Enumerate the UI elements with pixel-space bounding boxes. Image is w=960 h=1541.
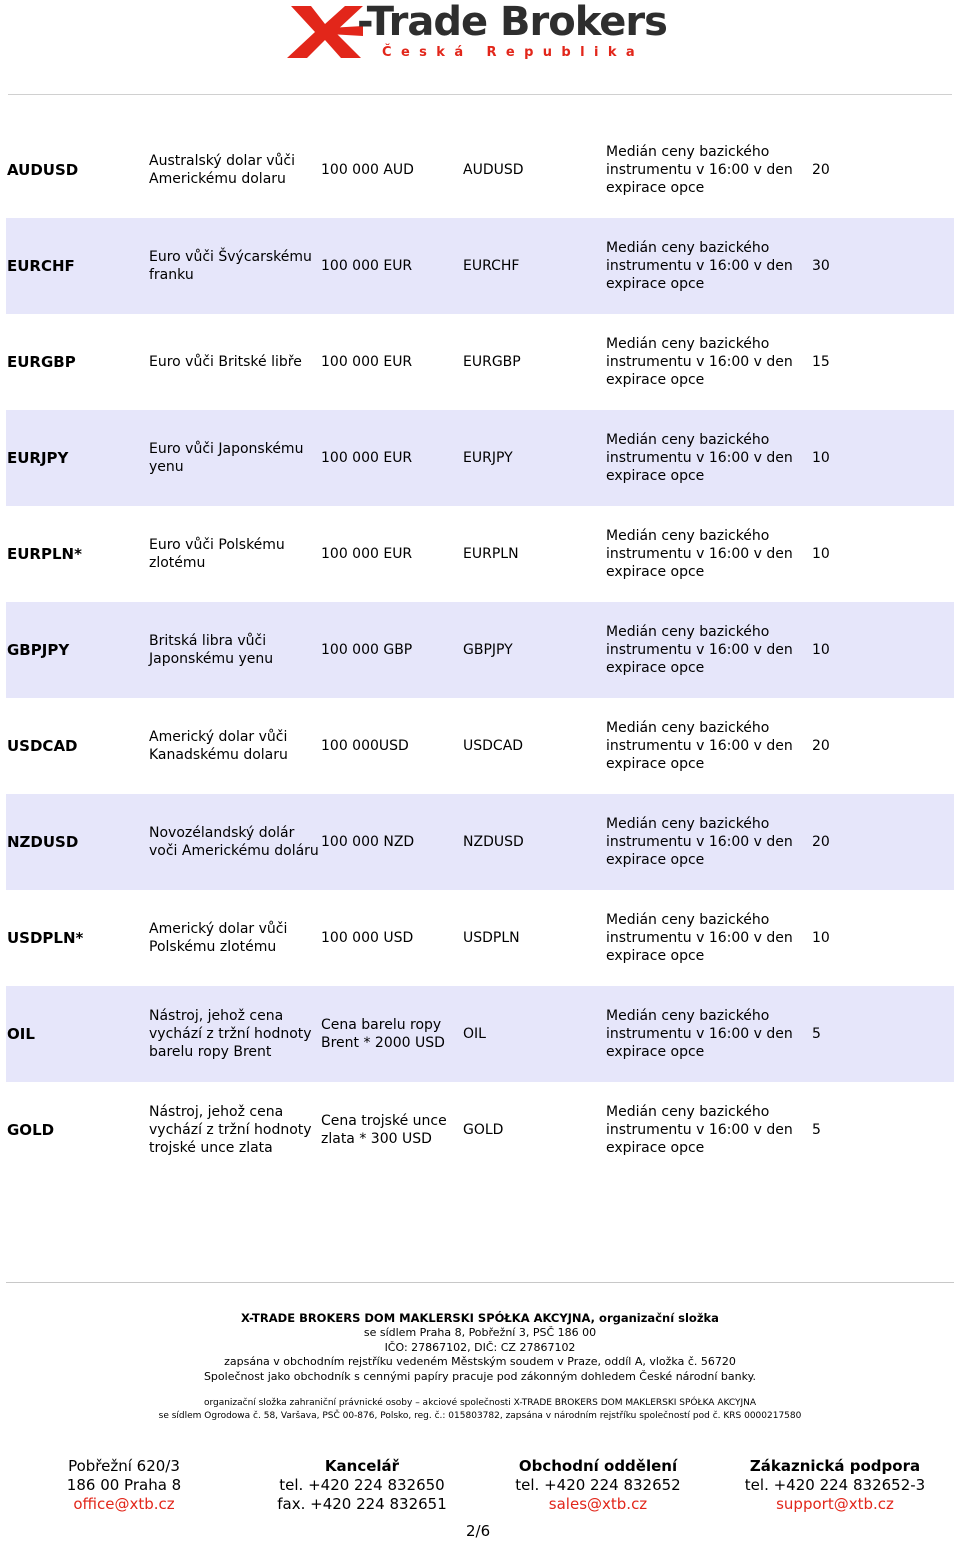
x-logo-icon	[285, 4, 365, 60]
instrument-symbol: EURCHF	[7, 257, 75, 275]
instrument-table	[6, 122, 954, 1178]
instrument-symbol: USDPLN*	[7, 929, 84, 947]
instrument-description: Nástroj, jehož cena vychází z tržní hodnoty barelu ropy Brent	[149, 1008, 312, 1060]
settlement-price: Medián ceny bazického instrumentu v 16:00 v den expirace opce	[606, 912, 793, 964]
base-instrument: EURCHF	[463, 258, 520, 274]
instrument-symbol: USDCAD	[7, 737, 78, 755]
sales-tel: tel. +420 224 832652	[515, 1476, 681, 1494]
contact-address	[49, 1457, 199, 1514]
contact-support	[735, 1457, 935, 1514]
table-row	[6, 794, 954, 890]
table-row	[6, 410, 954, 506]
table-row	[6, 1082, 954, 1178]
instrument-symbol: NZDUSD	[7, 833, 79, 851]
instrument-description: Britská libra vůči Japonskému yenu	[149, 633, 274, 667]
sales-title: Obchodní oddělení	[518, 1457, 678, 1475]
address-line: 186 00 Praha 8	[66, 1476, 182, 1494]
address-line: Pobřežní 620/3	[68, 1457, 180, 1475]
base-instrument: EURPLN	[463, 546, 519, 562]
instrument-symbol: AUDUSD	[7, 161, 79, 179]
base-instrument: USDCAD	[463, 738, 524, 754]
base-instrument: EURJPY	[463, 450, 513, 466]
base-instrument: USDPLN	[463, 930, 520, 946]
settlement-price: Medián ceny bazického instrumentu v 16:00 v den expirace opce	[606, 720, 793, 772]
contract-size: 100 000 EUR	[321, 450, 413, 466]
footer-divider	[6, 1282, 954, 1283]
sales-email-link[interactable]: sales@xtb.cz	[548, 1495, 648, 1513]
instrument-description: Euro vůči Polskému zlotému	[149, 537, 285, 571]
branch-info	[0, 1397, 960, 1423]
base-instrument: OIL	[463, 1026, 486, 1042]
instrument-description: Euro vůči Švýcarskému franku	[149, 249, 312, 283]
contract-size: 100 000 GBP	[321, 642, 413, 658]
table-row	[6, 698, 954, 794]
contract-size: Cena trojské unce zlata * 300 USD	[321, 1113, 447, 1147]
contract-size: 100 000 EUR	[321, 258, 413, 274]
leverage-value: 10	[812, 642, 830, 658]
base-instrument: NZDUSD	[463, 834, 524, 850]
settlement-price: Medián ceny bazického instrumentu v 16:00 v den expirace opce	[606, 816, 793, 868]
leverage-value: 10	[812, 930, 830, 946]
support-email-link[interactable]: support@xtb.cz	[776, 1495, 894, 1513]
leverage-value: 30	[812, 258, 830, 274]
table-row	[6, 986, 954, 1082]
contract-size: 100 000USD	[321, 738, 409, 754]
header-divider	[8, 94, 952, 95]
table-row	[6, 314, 954, 410]
table-row	[6, 602, 954, 698]
contract-size: 100 000 USD	[321, 930, 414, 946]
base-instrument: EURGBP	[463, 354, 521, 370]
settlement-price: Medián ceny bazického instrumentu v 16:00 v den expirace opce	[606, 1104, 793, 1156]
support-tel: tel. +420 224 832652-3	[744, 1476, 926, 1494]
settlement-price: Medián ceny bazického instrumentu v 16:00 v den expirace opce	[606, 528, 793, 580]
table-row	[6, 890, 954, 986]
contact-office	[262, 1457, 462, 1514]
contacts	[0, 1457, 960, 1517]
logo-title: -Trade Brokers	[357, 0, 667, 45]
contract-size: 100 000 NZD	[321, 834, 415, 850]
table-row	[6, 506, 954, 602]
leverage-value: 20	[812, 834, 830, 850]
table-row	[6, 218, 954, 314]
contract-size: 100 000 AUD	[321, 162, 414, 178]
contact-sales	[498, 1457, 698, 1514]
instrument-description: Novozélandský dolár voči Americkému doláru	[149, 825, 319, 859]
leverage-value: 20	[812, 738, 830, 754]
company-registry: zapsána v obchodním rejstříku vedeném Městským soudem v Praze, oddíl A, vložka č. 56720	[224, 1355, 736, 1368]
leverage-value: 5	[812, 1026, 821, 1042]
company-info	[0, 1310, 960, 1384]
instrument-symbol: OIL	[7, 1025, 35, 1043]
xtb-logo	[285, 2, 685, 64]
instrument-description: Nástroj, jehož cena vychází z tržní hodnoty trojské unce zlata	[149, 1104, 312, 1156]
contract-size: 100 000 EUR	[321, 354, 413, 370]
instrument-description: Euro vůči Japonskému yenu	[149, 441, 304, 475]
leverage-value: 10	[812, 450, 830, 466]
base-instrument: AUDUSD	[463, 162, 524, 178]
logo-subtitle: Česká Republika	[382, 45, 645, 60]
settlement-price: Medián ceny bazického instrumentu v 16:00 v den expirace opce	[606, 336, 793, 388]
table-row	[6, 122, 954, 218]
settlement-price: Medián ceny bazického instrumentu v 16:00 v den expirace opce	[606, 144, 793, 196]
base-instrument: GOLD	[463, 1122, 504, 1138]
instrument-description: Euro vůči Britské libře	[149, 354, 302, 370]
office-title: Kancelář	[324, 1457, 400, 1475]
page-header	[0, 0, 960, 96]
office-email-link[interactable]: office@xtb.cz	[73, 1495, 175, 1513]
instrument-description: Americký dolar vůči Polskému zlotému	[149, 921, 288, 955]
settlement-price: Medián ceny bazického instrumentu v 16:00 v den expirace opce	[606, 432, 793, 484]
branch-line: se sídlem Ogrodowa č. 58, Varšava, PSČ 00-876, Polsko, reg. č.: 015803782, zapsána v národním rejstříku společností pod č. KRS 0000217580	[158, 1411, 802, 1421]
instrument-symbol: GOLD	[7, 1121, 55, 1139]
leverage-value: 5	[812, 1122, 821, 1138]
instrument-description: Americký dolar vůči Kanadskému dolaru	[149, 729, 288, 763]
contract-size: Cena barelu ropy Brent * 2000 USD	[321, 1017, 445, 1051]
instrument-symbol: EURPLN*	[7, 545, 82, 563]
company-name: X-TRADE BROKERS DOM MAKLERSKI SPÓŁKA AKCYJNA, organizační složka	[241, 1311, 719, 1325]
leverage-value: 15	[812, 354, 830, 370]
page-number: 2/6	[466, 1522, 491, 1540]
instrument-description: Australský dolar vůči Americkému dolaru	[149, 153, 295, 187]
contract-size: 100 000 EUR	[321, 546, 413, 562]
company-supervision: Společnost jako obchodník s cennými papíry pracuje pod zákonným dohledem České národní banky.	[203, 1369, 757, 1383]
office-tel: tel. +420 224 832650	[279, 1476, 445, 1494]
company-ids: IČO: 27867102, DIČ: CZ 27867102	[384, 1340, 576, 1354]
base-instrument: GBPJPY	[463, 642, 513, 658]
instrument-symbol: EURGBP	[7, 353, 76, 371]
instrument-symbol: EURJPY	[7, 449, 69, 467]
company-address: se sídlem Praha 8, Pobřežní 3, PSČ 186 00	[363, 1326, 597, 1339]
instrument-symbol: GBPJPY	[7, 641, 70, 659]
leverage-value: 20	[812, 162, 830, 178]
office-fax: fax. +420 224 832651	[277, 1495, 447, 1513]
settlement-price: Medián ceny bazického instrumentu v 16:00 v den expirace opce	[606, 1008, 793, 1060]
settlement-price: Medián ceny bazického instrumentu v 16:00 v den expirace opce	[606, 240, 793, 292]
support-title: Zákaznická podpora	[749, 1457, 921, 1475]
branch-line: organizační složka zahraniční právnické osoby – akciové společnosti X-TRADE BROKERS DOM MAKLERSKI SPÓŁKA AKCYJNA	[203, 1398, 757, 1408]
leverage-value: 10	[812, 546, 830, 562]
settlement-price: Medián ceny bazického instrumentu v 16:00 v den expirace opce	[606, 624, 793, 676]
